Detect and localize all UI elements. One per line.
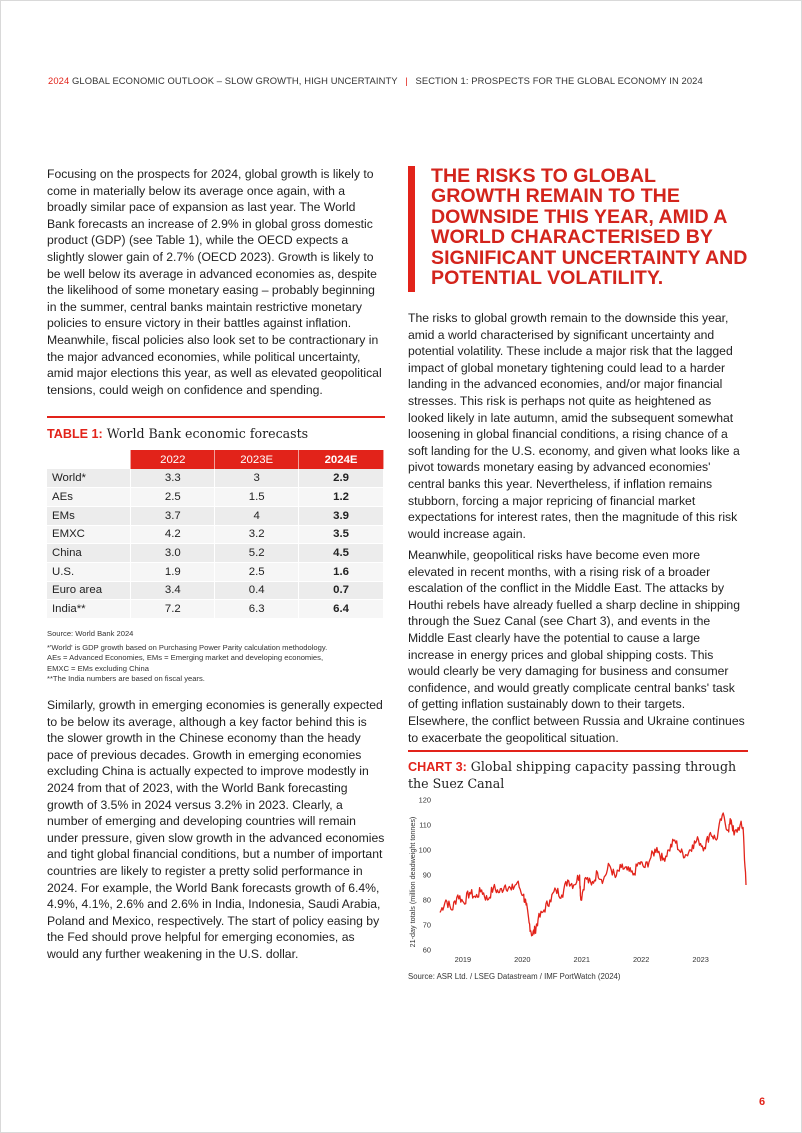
table-row (47, 544, 384, 563)
table-note: *'World' is GDP growth based on Purchasing Power Parity calculation methodology. (47, 643, 328, 653)
table-source: Source: World Bank 2024 (47, 629, 134, 638)
chart-y-axis-label: 21-day totals (million deadweight tonnes) (408, 816, 417, 948)
chart-y-tick-label: 60 (422, 945, 431, 955)
table-cell: 3.2 (215, 525, 299, 544)
table-header-2023e: 2023E (215, 450, 299, 469)
table-note: **The India numbers are based on fiscal years. (47, 673, 205, 683)
chart-x-tick-label: 2021 (573, 955, 590, 964)
header-title: GLOBAL ECONOMIC OUTLOOK – SLOW GROWTH, HIGH UNCERTAINTY (71, 75, 398, 86)
shipping-capacity-line (440, 813, 746, 936)
table-cell: 4 (215, 506, 299, 525)
chart-y-tick-label: 70 (422, 920, 431, 930)
chart-y-tick-label: 100 (418, 845, 431, 855)
page-number: 6 (759, 1096, 766, 1108)
table-row (47, 525, 384, 544)
table-cell: 6.3 (215, 600, 299, 619)
table-title-text: World Bank economic forecasts (106, 426, 309, 441)
table-cell: 5.2 (215, 544, 299, 563)
table-cell-region: China (47, 544, 131, 563)
table-row (47, 506, 384, 525)
table-cell-forecast: 6.4 (299, 600, 384, 619)
table-divider (47, 416, 385, 418)
table-cell: 3.3 (131, 469, 215, 488)
chart-label: CHART 3: (408, 760, 467, 774)
table-cell: 3.0 (131, 544, 215, 563)
chart-y-tick-label: 90 (422, 870, 431, 880)
header-separator: | (405, 75, 408, 86)
running-header (48, 75, 768, 86)
table-cell: 3.7 (131, 506, 215, 525)
table-cell-forecast: 4.5 (299, 544, 384, 563)
table-row (47, 600, 384, 619)
table-cell: 3.4 (131, 581, 215, 600)
forecast-table (47, 450, 384, 619)
table-cell: 3 (215, 469, 299, 488)
table-label: TABLE 1: (47, 427, 103, 441)
chart-divider (408, 750, 748, 752)
chart-title-text: Global shipping capacity passing through the Suez Canal (408, 759, 737, 791)
table-cell-forecast: 3.9 (299, 506, 384, 525)
table-cell-region: EMXC (47, 525, 131, 544)
left-paragraph-2: Similarly, growth in emerging economies is generally expected to be below its average, although a key factor behind this is the slower growth in the Chinese economy than the heady pace of previous decades. Growth in emerging economies excluding China is actually expected to improve modestly in 2024 from that of 2023, with the World Bank forecasting growth of 3.5% in 2024 versus 3.2% in 2023. Clearly, a number of emerging and developing countries will remain under pressure, given slow growth in the advanced economies and tight global financial conditions, but a number of important countries are likely to register a pretty solid performance in 2024. For example, the World Bank forecasts growth of 6.4%, 4.9%, 4.1%, 2.6% and 2.6% in India, Indonesia, Saudi Arabia, Poland and Mexico, respectively. The start of policy easing by the Fed should prove helpful for emerging economies, as would any further weakening in the U.S. dollar. (47, 698, 385, 961)
chart-y-tick-label: 80 (422, 895, 431, 905)
table-cell: 1.9 (131, 562, 215, 581)
left-paragraph-1: Focusing on the prospects for 2024, global growth is likely to come in materially below its average once again, with a broadly similar pace of expansion as last year. The World Bank forecasts an increase of 2.9% in global gross domestic product (GDP) (see Table 1), while the OECD expects a slightly slower gain of 2.7% (OECD 2023). Growth is likely to be well below its average in advanced economies as, despite the likelihood of some monetary easing – probably beginning in the summer, central banks maintain restrictive monetary policies to ensure victory in their battles against inflation. Meanwhile, fiscal policies also look set to be contractionary in the major advanced economies, while political uncertainty, amid major elections this year, as well as elevated geopolitical tensions, could weigh on confidence and spending. (47, 167, 382, 397)
shipping-capacity-chart (405, 792, 751, 968)
table-cell-forecast: 3.5 (299, 525, 384, 544)
chart-x-tick-label: 2022 (632, 955, 650, 964)
table-header-row (47, 450, 384, 469)
chart-x-tick-label: 2020 (514, 955, 531, 964)
chart-y-tick-label: 110 (419, 820, 431, 830)
table-cell-forecast: 2.9 (299, 469, 384, 488)
table-cell-region: Euro area (47, 581, 131, 600)
table-note: EMXC = EMs excluding China (47, 663, 149, 673)
table-cell: 0.4 (215, 581, 299, 600)
table-cell-forecast: 1.2 (299, 488, 384, 507)
table-row (47, 488, 384, 507)
table-cell: 2.5 (131, 488, 215, 507)
header-section: SECTION 1: PROSPECTS FOR THE GLOBAL ECONOMY IN 2024 (415, 75, 703, 86)
table-header-blank (47, 450, 131, 469)
chart-source: Source: ASR Ltd. / LSEG Datastream / IMF PortWatch (2024) (408, 972, 621, 981)
table-title (47, 426, 385, 441)
right-paragraph-1: The risks to global growth remain to the downside this year, amid a world characterised by significant uncertainty and potential volatility. These include a major risk that the lagged impact of global monetary tightening could lead to a harder landing in the advanced economies, and/or major financial stresses. This risk is perhaps not quite as heightened as looked likely in late autumn, amid the subsequent somewhat loosening in global financial conditions, a rising chance of a soft landing for the U.S. economy, and given what looks like a pivot towards monetary easing by advanced economies' central banks this year. Nevertheless, if inflation remains stubborn, forcing a major repricing of financial market expectations for interest rates, then the magnitude of this risk would increase again. (408, 311, 740, 541)
table-row (47, 581, 384, 600)
table-cell-region: India** (47, 600, 131, 619)
table-notes (47, 629, 385, 684)
table-row (47, 469, 384, 488)
table-cell: 1.5 (215, 488, 299, 507)
chart-title (408, 759, 748, 792)
table-cell-forecast: 0.7 (299, 581, 384, 600)
table-row (47, 562, 384, 581)
table-header-2022: 2022 (131, 450, 215, 469)
table-cell-region: U.S. (47, 562, 131, 581)
table-note: AEs = Advanced Economies, EMs = Emerging market and developing economies, (47, 653, 324, 663)
table-cell-forecast: 1.6 (299, 562, 384, 581)
table-cell: 7.2 (131, 600, 215, 619)
table-cell-region: World* (47, 469, 131, 488)
table-cell: 2.5 (215, 562, 299, 581)
chart-x-tick-label: 2019 (454, 955, 472, 964)
chart-y-tick-label: 120 (418, 795, 431, 805)
chart-x-tick-label: 2023 (692, 955, 709, 964)
table-cell-region: AEs (47, 488, 131, 507)
table-cell-region: EMs (47, 506, 131, 525)
table-header-2024e: 2024E (299, 450, 384, 469)
right-paragraph-2: Meanwhile, geopolitical risks have become even more elevated in recent months, with a rising risk of a broader escalation of the conflict in the Middle East. The attacks by Houthi rebels have already fuelled a sharp decline in shipping through the Suez Canal (see Chart 3), and events in the Middle East clearly have the potential to cause a large increase in energy prices and global shipping costs. This would clearly be very damaging for business and consumer confidence, and would greatly complicate central banks' task of getting inflation sustainably down to their targets. Elsewhere, the conflict between Russia and Ukraine continues to exacerbate the geopolitical situation. (408, 548, 745, 745)
pull-quote: THE RISKS TO GLOBAL GROWTH REMAIN TO THE DOWNSIDE THIS YEAR, AMID A WORLD CHARACTERISED BY SIGNIFICANT UNCERTAINTY AND POTENTIAL VOLATILITY. (408, 166, 748, 292)
header-year: 2024 (48, 75, 70, 86)
table-cell: 4.2 (131, 525, 215, 544)
